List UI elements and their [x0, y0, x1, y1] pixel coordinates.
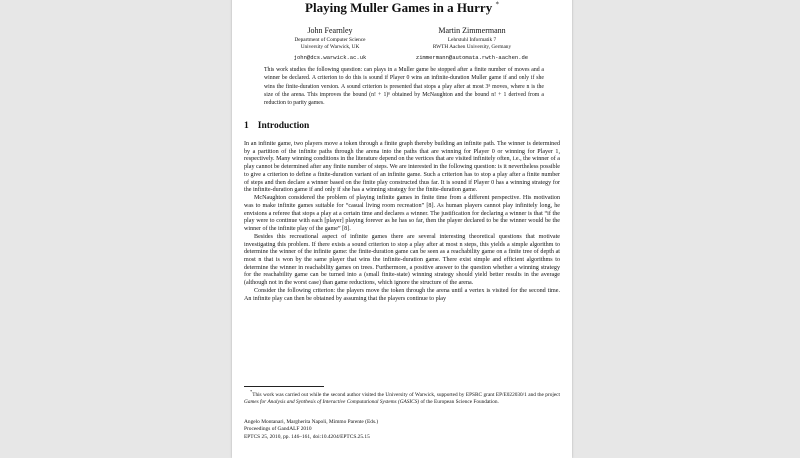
pub-proceedings: Proceedings of GandALF 2010: [244, 426, 312, 433]
author-name: John Fearnley: [307, 26, 353, 35]
title-text: Playing Muller Games in a Hurry: [305, 0, 493, 15]
author-institution: RWTH Aachen University, Germany: [432, 44, 512, 50]
footnote-text: This work was carried out while the second author visited the University of Warwick, supported by EPSRC grant EP/E022030/1 and the project: [252, 391, 560, 398]
paragraph: Besides this recreational aspect of infinite games there are several interesting theoretical questions that motivate investigating this problem. If there exists a sound criterion to stop a play after at most n steps, this yields a simple algorithm to determine the winner of the infinite game: the finite-duration game can be seen as a reachability game on a finite tree of depth at most n that is won by the same player that wins the infinite-duration game. There exist simple and efficient algorithms to determine the winner in reachability games on trees. Furthermore, a positive answer to the question whether a winning strategy for the reachability game can be turned into a (small finite-state) winning strategy should yield better results in the average (although not in the worst case) than game reductions, which ignore the structure of the arena.: [244, 233, 560, 287]
author-institution: University of Warwick, UK: [300, 44, 360, 50]
title-footnote-mark: *: [495, 0, 499, 9]
paper-title: [232, 0, 572, 16]
section-title: Introduction: [257, 121, 310, 131]
paper-page: [232, 0, 572, 458]
author-email: zimmermann@automata.rwth-aachen.de: [415, 54, 529, 61]
footnote-tail: of the European Science Foundation.: [420, 398, 499, 405]
section-heading: [244, 121, 309, 131]
author-block-2: [402, 25, 542, 61]
paragraph: McNaughton considered the problem of playing infinite games in finite time from a different perspective. His motivation was to make infinite games suitable for “casual living room recreation” [8]. As human players cannot play infinitely long, he envisions a referee that stops a play at a certain time and declares a winner. The justification for declaring a winner is that “if the play were to continue with each [player] playing forever as he has so far, then the player declared to be the winner would be the winner of the infinite play of the game” [8].: [244, 195, 560, 233]
author-department: Department of Computer Science: [294, 37, 366, 43]
author-department: Lehrstuhl Informatik 7: [447, 37, 497, 43]
footnote-mark: *: [250, 389, 253, 394]
abstract: This work studies the following question: can plays in a Muller game be stopped after a finite number of moves and a winner be declared. A criterion to do this is sound if Player 0 wins an infinite-duration Muller game if and only if she wins the finite-duration version. A sound criterion is presented that stops a play after at most 3ⁿ moves, where n is the size of the arena. This improves the bound (n! + 1)ⁿ obtained by McNaughton and the bound n! + 1 derived from a reduction to parity games.: [264, 67, 544, 107]
footnote-rule: [244, 386, 324, 387]
pub-editors: Angelo Montanari, Margherita Napoli, Mimmo Parente (Eds.): [244, 419, 379, 425]
publication-info: [244, 419, 560, 441]
paragraph: Consider the following criterion: the players move the token through the arena until a vertex is visited for the second time. An infinite play can then be obtained by assuming that the players continue to play: [244, 287, 560, 302]
body-text: [244, 141, 560, 303]
footnote-project-name: Games for Analysis and Synthesis of Interactive Computational Systems (GASICS): [244, 398, 420, 405]
author-block-1: [260, 25, 400, 61]
footnote: [244, 388, 560, 406]
paragraph: In an infinite game, two players move a token through a finite graph thereby building an infinite path. The winner is determined by a partition of the infinite paths through the arena into the paths that are winning for Player 0 or winning for Player 1, respectively. Many winning conditions in the literature depend on the vertices that are visited infinitely often, i.e., the winner of a play cannot be determined after any finite number of steps. We are interested in the following question: is it nevertheless possible to give a criterion to define a finite-duration variant of an infinite game. Such a criterion has to stop a play after a finite number of steps and then declare a winner based on the finite play constructed thus far. It is sound if Player 0 has a winning strategy for the infinite-duration game if and only if she has a winning strategy for the finite-duration game.: [244, 141, 560, 194]
author-name: Martin Zimmermann: [438, 26, 506, 35]
author-email: john@dcs.warwick.ac.uk: [293, 54, 367, 61]
section-number: 1: [244, 121, 249, 131]
pub-eptcs: EPTCS 25, 2010, pp. 146–161, doi:10.4204/EPTCS.25.15: [244, 433, 370, 440]
